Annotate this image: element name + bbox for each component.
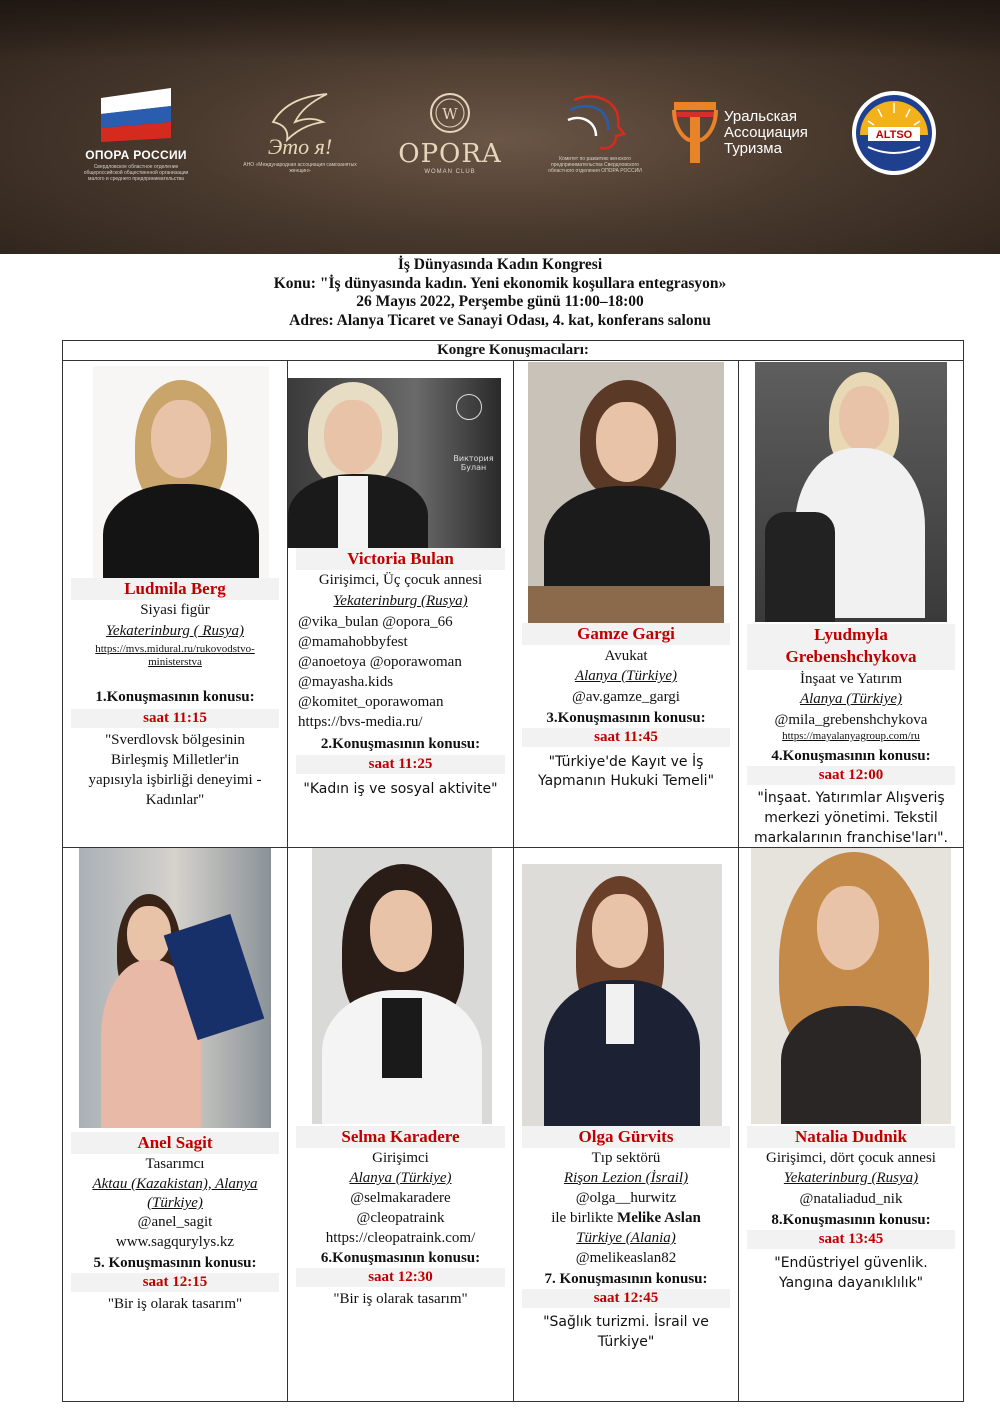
- logo-label: ALTSO: [875, 129, 913, 141]
- talk-time: saat 12:45: [522, 1289, 730, 1308]
- speaker-photo: [528, 362, 724, 623]
- talk-label: 1.Konuşmasının konusu:: [95, 689, 255, 705]
- speakers-table: [62, 340, 964, 1402]
- speaker-social: @anoetoya @oporawoman: [298, 654, 462, 670]
- talk-topic-line: markalarının franchise'ları".: [754, 830, 948, 846]
- speaker-photo: [288, 378, 501, 548]
- talk-topic-line: Yangına dayanıklılık": [778, 1275, 924, 1291]
- logo-label: OPORA: [398, 139, 502, 169]
- speaker-name: Anel Sagit: [71, 1132, 279, 1154]
- talk-topic-line: Birleşmiş Milletler'in: [110, 752, 240, 768]
- speaker-name: Ludmila Berg: [71, 578, 279, 600]
- w-monogram-logo-icon: [428, 91, 472, 135]
- opora-watermark-icon: [456, 394, 482, 420]
- talk-topic-line: "Sağlık turizmi. İsrail ve: [543, 1314, 709, 1330]
- speaker-card: [739, 848, 963, 1403]
- talk-topic-line: "Bir iş olarak tasarım": [333, 1291, 468, 1307]
- speaker-location: Yekaterinburg ( Rusya): [105, 623, 245, 639]
- speaker-location: Alanya (Türkiye): [349, 1170, 452, 1186]
- speaker-location: Yekaterinburg (Rusya): [783, 1170, 919, 1186]
- speaker-name-line: Lyudmyla: [814, 625, 888, 644]
- talk-time: saat 11:45: [522, 728, 730, 747]
- logo-subtitle: АНО «Международная ассоциация самозанятых женщин»: [243, 162, 357, 174]
- speaker-location: (Türkiye): [147, 1195, 203, 1211]
- altso-logo: [848, 78, 940, 188]
- speaker-social: @cleopatraink: [356, 1210, 445, 1226]
- talk-topic-line: "Kadın iş ve sosyal aktivite": [303, 781, 498, 797]
- opora-rossii-logo: [76, 78, 196, 188]
- speaker-location: Alanya (Türkiye): [799, 691, 903, 707]
- co-speaker-line: [514, 1208, 738, 1228]
- talk-topic-line: "Türkiye'de Kayıt ve İş: [548, 754, 704, 770]
- speaker-card: [514, 848, 738, 1403]
- speaker-link[interactable]: https://cleopatraink.com/: [325, 1230, 476, 1246]
- speaker-social: @komitet_oporawoman: [298, 694, 444, 710]
- logo-label: Это я!: [267, 134, 333, 159]
- talk-topic-line: merkezi yönetimi. Tekstil: [764, 810, 938, 826]
- speaker-link[interactable]: ministerstva: [148, 656, 202, 668]
- speaker-photo: [755, 362, 947, 622]
- talk-time: saat 12:30: [296, 1268, 505, 1287]
- speaker-role: Girişimci, Üç çocuk annesi: [318, 572, 483, 588]
- opora-woman-club-logo: [390, 78, 510, 188]
- talk-time: saat 11:15: [71, 709, 279, 728]
- partner-logo-banner: [0, 0, 1000, 254]
- logo-subtitle: Комитет по развитию женского предпринимательства Свердловского областного отделения ОПОРА РОССИИ: [548, 156, 642, 174]
- speaker-role: Tasarımcı: [145, 1156, 205, 1172]
- speaker-link[interactable]: https://mayalanyagroup.com/ru: [782, 730, 920, 742]
- talk-topic-line: yapısıyla işbirliği deneyimi -: [88, 772, 262, 788]
- speaker-card: [288, 848, 513, 1403]
- talk-time: saat 13:45: [747, 1230, 955, 1249]
- logo-subtitle: WOMAN CLUB: [424, 169, 476, 175]
- speaker-location: Alanya (Türkiye): [574, 668, 678, 684]
- speaker-social: @melikeaslan82: [575, 1250, 677, 1266]
- speaker-location: Aktau (Kazakistan), Alanya: [92, 1176, 258, 1192]
- speaker-name: Victoria Bulan: [296, 548, 505, 570]
- speaker-role: Tıp sektörü: [591, 1150, 661, 1166]
- speaker-role: Avukat: [604, 648, 648, 664]
- talk-time: saat 12:00: [747, 766, 955, 785]
- talk-label: 5. Konuşmasının konusu:: [93, 1255, 257, 1271]
- speaker-name-line: Grebenshchykova: [785, 647, 917, 666]
- speaker-name: Olga Gürvits: [522, 1126, 730, 1148]
- talk-label: 2.Konuşmasının konusu:: [320, 736, 481, 752]
- speaker-name: [747, 624, 955, 670]
- profile-logo-icon: [560, 92, 630, 154]
- speaker-role: Girişimci, dört çocuk annesi: [766, 1150, 936, 1166]
- speaker-photo: [522, 864, 722, 1128]
- talk-topic-line: Kadınlar": [145, 792, 205, 808]
- talk-label: 7. Konuşmasının konusu:: [544, 1271, 708, 1287]
- speaker-photo: [79, 848, 271, 1128]
- event-title: İş Dünyasında Kadın Kongresi: [397, 256, 603, 273]
- speaker-photo: [93, 366, 269, 579]
- event-address: Adres: Alanya Ticaret ve Sanayi Odası, 4. kat, konferans salonu: [289, 311, 711, 329]
- talk-topic-line: "Bir iş olarak tasarım": [107, 1296, 243, 1312]
- speaker-name: Gamze Gargi: [522, 623, 730, 645]
- talk-label: 4.Konuşmasının konusu:: [771, 748, 931, 764]
- speaker-social: @mamahobbyfest: [298, 634, 408, 650]
- speaker-role: İnşaat ve Yatırım: [799, 671, 903, 687]
- event-date: 26 Mayıs 2022, Perşembe günü 11:00–18:00: [356, 293, 644, 310]
- photo-caption: Виктория Булан: [453, 454, 494, 472]
- speaker-role: Siyasi figür: [140, 602, 210, 618]
- speaker-social: @nataliadud_nik: [799, 1191, 903, 1207]
- speaker-link[interactable]: https://mvs.midural.ru/rukovodstvo-: [95, 643, 255, 655]
- speaker-location: Yekaterinburg (Rusya): [333, 593, 468, 609]
- speaker-social: @mila_grebenshchykova: [774, 712, 928, 728]
- speaker-social: @selmakaradere: [350, 1190, 451, 1206]
- co-speaker-prefix: ile birlikte: [551, 1210, 618, 1226]
- speaker-social: @mayasha.kids: [298, 674, 394, 690]
- speaker-location: Rişon Lezion (İsrail): [563, 1170, 689, 1186]
- speaker-link[interactable]: https://bvs-media.ru/: [298, 714, 423, 730]
- komitet-logo: [540, 78, 650, 188]
- speakers-table-title: Kongre Konuşmacıları:: [63, 341, 963, 361]
- co-speaker-name: Melike Aslan: [617, 1210, 701, 1226]
- logo-label: Уральская Ассоциация Туризма: [724, 108, 808, 157]
- speaker-social: @olga__hurwitz: [575, 1190, 677, 1206]
- speaker-role: Girişimci: [372, 1150, 429, 1166]
- talk-time: saat 12:15: [71, 1273, 279, 1292]
- talk-label: 8.Konuşmasının konusu:: [771, 1212, 931, 1228]
- logo-subtitle: Свердловское областное отделение общероссийской общественной организации малого и среднего предпринимательства: [83, 164, 189, 182]
- speaker-social: @av.gamze_gargi: [572, 689, 680, 705]
- talk-time: saat 11:25: [296, 755, 505, 774]
- speaker-location: Türkiye (Alania): [576, 1230, 676, 1246]
- speaker-link[interactable]: www.sagqurylys.kz: [115, 1234, 235, 1250]
- logo-label: ОПОРА РОССИИ: [85, 148, 187, 162]
- talk-topic-line: "İnşaat. Yatırımlar Alışveriş: [757, 790, 945, 806]
- speaker-social: @anel_sagit: [137, 1214, 213, 1230]
- svg-text:W: W: [442, 105, 458, 123]
- talk-topic-line: Türkiye": [597, 1334, 655, 1350]
- speaker-name: Selma Karadere: [296, 1126, 505, 1148]
- talk-topic-line: "Endüstriyel güvenlik.: [774, 1255, 928, 1271]
- ural-t-logo-icon: [672, 100, 718, 166]
- speaker-card: [63, 848, 287, 1403]
- speaker-card: [514, 362, 738, 847]
- speaker-social: @vika_bulan @opora_66: [298, 614, 453, 630]
- russian-flag-logo-icon: [91, 84, 181, 142]
- eto-ya-logo: [225, 78, 375, 188]
- speaker-name: Natalia Dudnik: [747, 1126, 955, 1148]
- altso-emblem-logo-icon: [850, 89, 938, 177]
- speaker-card: [63, 362, 287, 847]
- talk-topic-line: "Sverdlovsk bölgesinin: [105, 732, 245, 748]
- talk-topic-line: Yapmanın Hukuki Temeli": [537, 773, 715, 789]
- event-subject: Konu: "İş dünyasında kadın. Yeni ekonomik koşullara entegrasyon»: [273, 274, 727, 292]
- speaker-photo: [312, 848, 492, 1124]
- talk-label: 3.Konuşmasının konusu:: [546, 710, 706, 726]
- event-header: [0, 256, 1000, 330]
- speaker-photo: [751, 848, 951, 1124]
- talk-label: 6.Konuşmasının konusu:: [320, 1250, 481, 1266]
- speaker-card: [739, 362, 963, 847]
- ural-tourism-logo: [668, 78, 818, 188]
- speaker-card: [288, 362, 513, 847]
